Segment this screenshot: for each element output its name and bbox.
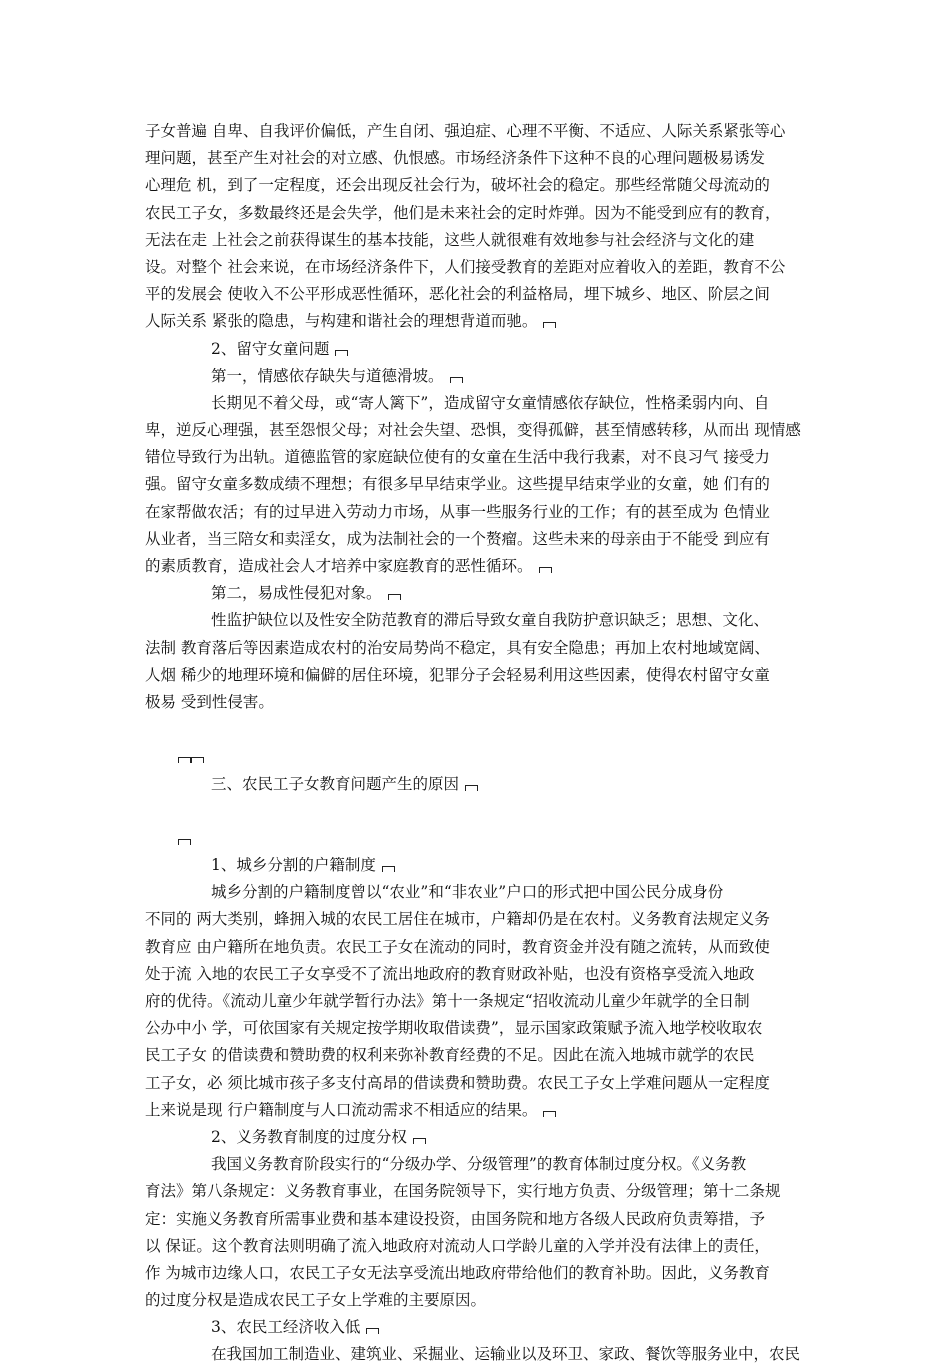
text-line xyxy=(145,336,815,363)
line-text: 性监护缺位以及性安全防范教育的滞后导致女童自我防护意识缺乏；思想、文化、 xyxy=(211,611,770,630)
line-text: 卑，逆反心理强，甚至怨恨父母；对社会失望、恐惧，变得孤僻，甚至情感转移，从而出 现情感 xyxy=(145,421,801,440)
text-line xyxy=(145,254,815,281)
line-text: 强。留守女童多数成绩不理想；有很多早早结束学业。这些提早结束学业的女童，她 们有的 xyxy=(145,475,770,494)
text-line xyxy=(145,499,815,526)
text-line xyxy=(145,662,815,689)
line-text: 第二，易成性侵犯对象。 xyxy=(211,584,382,603)
line-text: 民工子女 的借读费和赞助费的权利来弥补教育经费的不足。因此在流入地城市就学的农民 xyxy=(145,1046,755,1065)
text-line xyxy=(145,607,815,634)
text-line xyxy=(145,635,815,662)
text-line xyxy=(145,1341,815,1368)
text-line xyxy=(145,580,815,607)
line-text: 无法在走 上社会之前获得谋生的基本技能，这些人就很难有效地参与社会经济与文化的建 xyxy=(145,230,755,249)
text-line xyxy=(145,1015,815,1042)
text-line xyxy=(145,1206,815,1233)
line-text: 长期见不着父母，或“寄人篱下”，造成留守女童情感依存缺位，性格柔弱内向、自 xyxy=(211,393,770,412)
line-text: 人烟 稀少的地理环境和偏僻的居住环境，犯罪分子会轻易利用这些因素，使得农村留守女童 xyxy=(145,665,770,684)
text-line xyxy=(145,906,815,933)
blank-line xyxy=(145,798,815,825)
line-text: 农民工子女，多数最终还是会失学，他们是未来社会的定时炸弹。因为不能受到应有的教育， xyxy=(145,203,781,222)
text-line xyxy=(145,308,815,335)
line-text: 不同的 两大类别，蜂拥入城的农民工居住在城市，户籍却仍是在农村。义务教育法规定义务 xyxy=(145,910,770,929)
line-text: 三、农民工子女教育问题产生的原因 xyxy=(211,774,460,793)
text-line xyxy=(145,934,815,961)
paragraph-mark-line xyxy=(145,825,815,852)
text-line xyxy=(145,227,815,254)
line-text: 极易 受到性侵害。 xyxy=(145,692,274,711)
text-line xyxy=(145,988,815,1015)
text-line xyxy=(145,1124,815,1151)
text-line xyxy=(145,771,815,798)
line-text: 第一，情感依存缺失与道德滑坡。 xyxy=(211,366,444,385)
text-line xyxy=(145,417,815,444)
line-text: 教育应 由户籍所在地负责。农民工子女在流动的同时，教育资金并没有随之流转，从而致使 xyxy=(145,937,770,956)
text-line xyxy=(145,879,815,906)
line-text: 在我国加工制造业、建筑业、采掘业、运输业以及环卫、家政、餐饮等服务业中，农民 xyxy=(211,1345,801,1364)
line-text: 城乡分割的户籍制度曾以“农业”和“非农业”户口的形式把中国公民分成身份 xyxy=(211,883,724,902)
text-line xyxy=(145,553,815,580)
text-line xyxy=(145,852,815,879)
line-text: 在家帮做农活；有的过早进入劳动力市场，从事一些服务行业的工作；有的甚至成为 色情业 xyxy=(145,502,770,521)
line-text: 的素质教育，造成社会人才培养中家庭教育的恶性循环。 xyxy=(145,557,533,575)
line-text: 处于流 入地的农民工子女享受不了流出地政府的教育财政补贴，也没有资格享受流入地政 xyxy=(145,964,755,983)
text-line xyxy=(145,281,815,308)
paragraph-mark-icon xyxy=(450,377,463,383)
line-text: 3、农民工经济收入低 xyxy=(211,1318,361,1337)
line-text: 法制 教育落后等因素造成农村的治安局势尚不稳定，具有安全隐患；再加上农村地域宽阔、 xyxy=(145,638,770,657)
line-text: 从业者，当三陪女和卖淫女，成为法制社会的一个赘瘤。这些未来的母亲由于不能受 到应有 xyxy=(145,529,770,548)
text-line xyxy=(145,390,815,417)
line-text: 的过度分权是造成农民工子女上学难的主要原因。 xyxy=(145,1291,487,1310)
text-line xyxy=(145,471,815,498)
text-line xyxy=(145,689,815,716)
paragraph-mark-icon xyxy=(191,757,204,763)
line-text: 育法》第八条规定：义务教育事业，在国务院领导下，实行地方负责、分级管理；第十二条规 xyxy=(145,1182,781,1201)
line-text: 我国义务教育阶段实行的“分级办学、分级管理”的教育体制过度分权。《义务教 xyxy=(211,1155,747,1174)
text-line xyxy=(145,1042,815,1069)
paragraph-mark-icon xyxy=(178,757,191,763)
line-text: 理问题，甚至产生对社会的对立感、仇恨感。市场经济条件下这种不良的心理问题极易诱发 xyxy=(145,149,766,168)
line-text: 公办中小 学，可依国家有关规定按学期收取借读费”，显示国家政策赋予流入地学校收取农 xyxy=(145,1019,763,1038)
text-line xyxy=(145,1151,815,1178)
paragraph-mark-icon xyxy=(539,567,552,573)
line-text: 作 为城市边缘人口，农民工子女无法享受流出地政府带给他们的教育补助。因此，义务教育 xyxy=(145,1263,770,1282)
text-line xyxy=(145,1178,815,1205)
paragraph-mark-line xyxy=(145,743,815,770)
blank-line xyxy=(145,716,815,743)
paragraph-mark-icon xyxy=(543,322,556,328)
line-text: 定：实施义务教育所需事业费和基本建设投资，由国务院和地方各级人民政府负责筹措，予 xyxy=(145,1209,766,1228)
line-text: 以 保证。这个教育法则明确了流入地政府对流动人口学龄儿童的入学并没有法律上的责任， xyxy=(145,1236,770,1255)
line-text: 府的优待。《流动儿童少年就学暂行办法》第十一条规定“招收流动儿童少年就学的全日制 xyxy=(145,992,750,1010)
paragraph-mark-icon xyxy=(382,866,395,872)
document-body xyxy=(145,118,815,1369)
paragraph-mark-icon xyxy=(543,1111,556,1117)
paragraph-mark-icon xyxy=(465,785,478,791)
line-text: 2、义务教育制度的过度分权 xyxy=(211,1127,407,1146)
line-text: 平的发展会 使收入不公平形成恶性循环，恶化社会的利益格局，埋下城乡、地区、阶层之间 xyxy=(145,285,770,304)
text-line xyxy=(145,1287,815,1314)
text-line xyxy=(145,145,815,172)
text-line xyxy=(145,1070,815,1097)
text-line xyxy=(145,172,815,199)
line-text: 2、留守女童问题 xyxy=(211,339,330,358)
text-line xyxy=(145,118,815,145)
paragraph-mark-icon xyxy=(335,350,348,356)
text-line xyxy=(145,961,815,988)
line-text: 设。对整个 社会来说，在市场经济条件下，人们接受教育的差距对应着收入的差距，教育不公 xyxy=(145,257,786,276)
text-line xyxy=(145,1233,815,1260)
line-text: 心理危 机，到了一定程度，还会出现反社会行为，破坏社会的稳定。那些经常随父母流动的 xyxy=(145,176,770,195)
text-line xyxy=(145,363,815,390)
text-line xyxy=(145,200,815,227)
line-text: 1、城乡分割的户籍制度 xyxy=(211,856,376,875)
text-line xyxy=(145,526,815,553)
paragraph-mark-icon xyxy=(413,1138,426,1144)
line-text: 上来说是现 行户籍制度与人口流动需求不相适应的结果。 xyxy=(145,1100,538,1119)
line-text: 人际关系 紧张的隐患，与构建和谐社会的理想背道而驰。 xyxy=(145,312,538,331)
line-text: 工子女，必 须比城市孩子多支付高昂的借读费和赞助费。农民工子女上学难问题从一定程度 xyxy=(145,1073,770,1092)
line-text: 子女普遍 自卑、自我评价偏低，产生自闭、强迫症、心理不平衡、不适应、人际关系紧张等心 xyxy=(145,122,786,140)
text-line xyxy=(145,444,815,471)
text-line xyxy=(145,1260,815,1287)
paragraph-mark-icon xyxy=(366,1328,379,1334)
paragraph-mark-icon xyxy=(178,839,191,845)
text-line xyxy=(145,1097,815,1124)
text-line xyxy=(145,1314,815,1341)
line-text: 错位导致行为出轨。道德监管的家庭缺位使有的女童在生活中我行我素，对不良习气 接受力 xyxy=(145,448,770,467)
paragraph-mark-icon xyxy=(388,594,401,600)
